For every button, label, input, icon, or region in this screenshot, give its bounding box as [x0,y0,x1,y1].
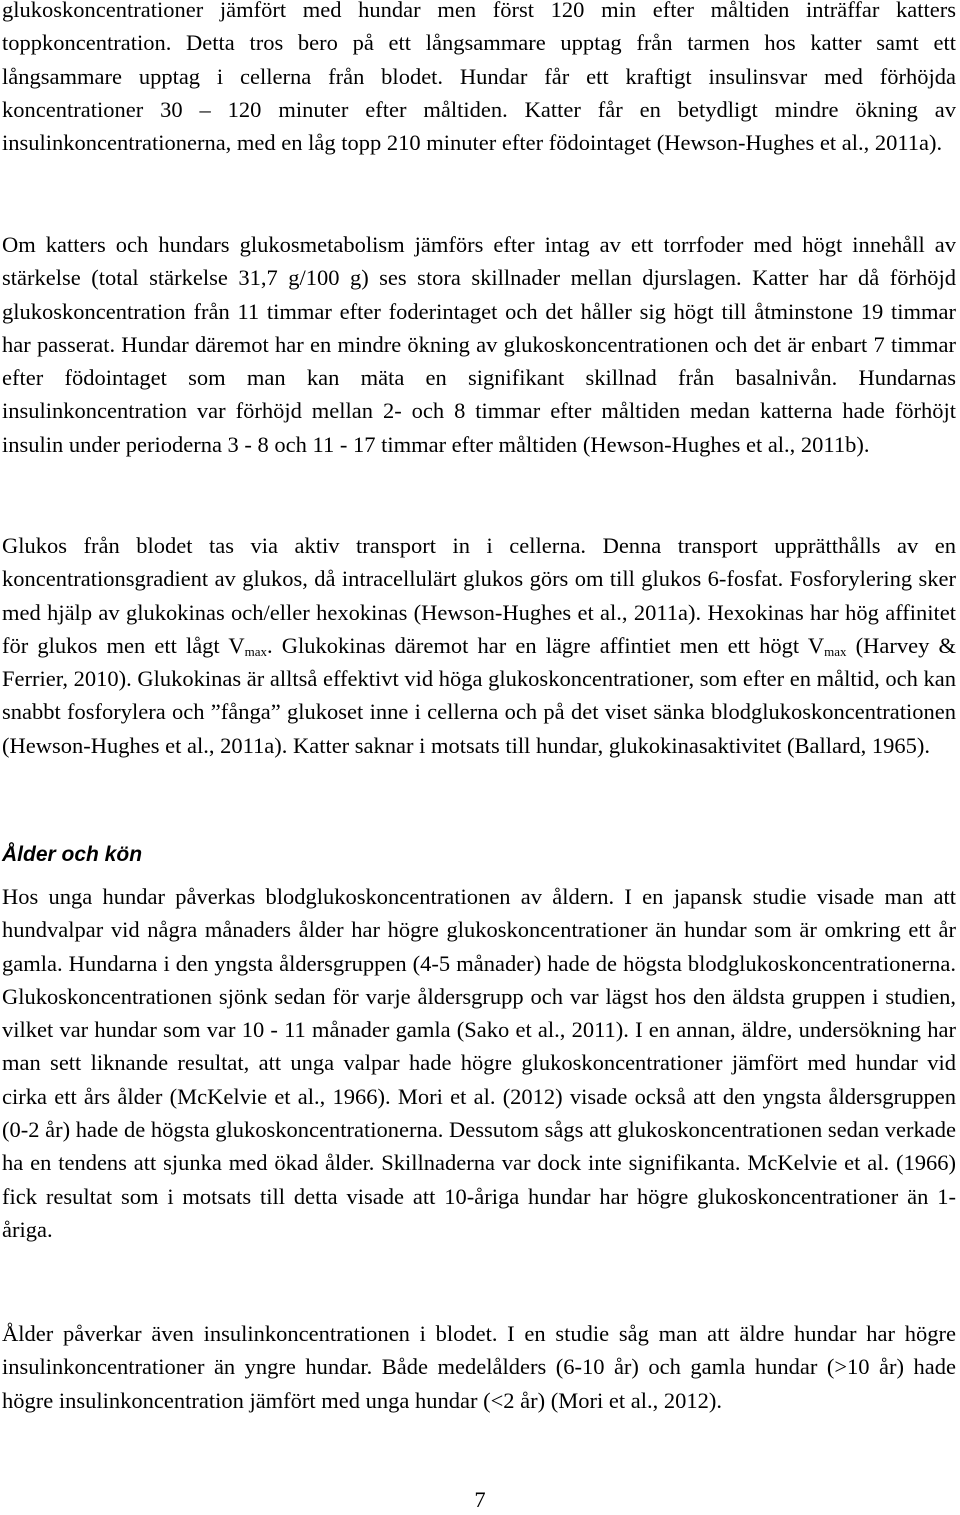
text-run: . Glukokinas däremot har en lägre affintiet men ett högt V [267,632,825,658]
page-number: 7 [474,1487,486,1512]
paragraph-dry-food-comparison: Om katters och hundars glukosmetabolism jämförs efter intag av ett torrfoder med högt innehåll av stärkelse (total stärkelse 31,7 g/100 g) ses stora skillnader mellan djurslagen. Katter har då förhöjd glukoskoncentration från 11 timmar efter foderintaget och det håller sig högt till åtminstone 19 timmar har passerat. Hundar däremot har en mindre ökning av glukoskoncentrationen och det är enbart 7 timmar efter födointaget som man kan mäta en signifikant skillnad från basalnivån. Hundarnas insulinkoncentration var förhöjd mellan 2- och 8 timmar efter måltiden medan katterna hade förhöjt insulin under perioderna 3 - 8 och 11 - 17 timmar efter måltiden (Hewson-Hughes et al., 2011b). [2,232,956,457]
paragraph-age-glucose: Hos unga hundar påverkas blodglukoskoncentrationen av åldern. I en japansk studie visade man att hundvalpar vid några månaders ålder har högre glukoskoncentrationer än hundar som är omkring ett år gamla. Hundarna i den yngsta åldersgruppen (4-5 månader) hade de högsta blodglukoskoncentrationerna. Glukoskoncentrationen sjönk sedan för varje åldersgrupp och var lägst hos den äldsta gruppen i studien, vilket var hundar som var 10 - 11 månader gamla (Sako et al., 2011). I en annan, äldre, undersökning har man sett liknande resultat, att unga valpar hade högre glukoskoncentrationer jämfört med hundar vid cirka ett års ålder (McKelvie et al., 1966). Mori et al. (2012) visade också att den yngsta åldersgruppen (0-2 år) hade de högsta glukoskoncentrationerna. Dessutom sågs att glukoskoncentrationen sedan verkade ha en tendens att sjunka med ökad ålder. Skillnaderna var dock inte signifikanta. McKelvie et al. (1966) fick resultat som i motsats till detta visade att 10-åriga hundar har högre glukoskoncentrationer än 1-åriga. [2,884,956,1242]
paragraph-glucose-transport [2,529,956,762]
paragraph-age-insulin: Ålder påverkar även insulinkoncentrationen i blodet. I en studie såg man att äldre hundar har högre insulinkoncentrationer än yngre hundar. Både medelålders (6-10 år) och gamla hundar (>10 år) hade högre insulinkoncentration jämfört med unga hundar (<2 år) (Mori et al., 2012). [2,1321,956,1413]
text-run: (Harvey & Ferrier, 2010). Glukokinas är alltså effektivt vid höga glukoskoncentrationer, som efter en måltid, och kan snabbt fosforylera och ”fånga” glukoset inne i cellerna och på det viset sänka blodglukoskoncentrationen (Hewson-Hughes et al., 2011a). Katter saknar i motsats till hundar, glukokinasaktivitet (Ballard, 1965). [2,632,956,758]
section-heading: Ålder och kön [2,843,143,866]
text-run: Glukos från blodet tas via aktiv transport in i cellerna. Denna transport upprätthålls av en koncentrationsgradient av glukos, då intracellulärt glukos görs om till glukos 6-fosfat. Fosforylering sker med hjälp av glukokinas och/eller hexokinas (Hewson-Hughes et al., 2011a). Hexokinas har hög affinitet för glukos men ett lågt V [2,533,956,658]
subscript-max: max [824,643,847,659]
paragraph-glucose-insulin-timing: glukoskoncentrationer jämfört med hundar men först 120 min efter måltiden inträffar katters toppkoncentration. Detta tros bero på ett långsammare upptag från tarmen hos katter samt ett långsammare upptag i cellerna från blodet. Hundar får ett kraftigt insulinsvar med förhöjda koncentrationer 30 – 120 minuter efter måltiden. Katter får en betydligt mindre ökning av insulinkoncentrationerna, med en låg topp 210 minuter efter födointaget (Hewson-Hughes et al., 2011a). [2,0,956,156]
subscript-max: max [244,643,268,659]
